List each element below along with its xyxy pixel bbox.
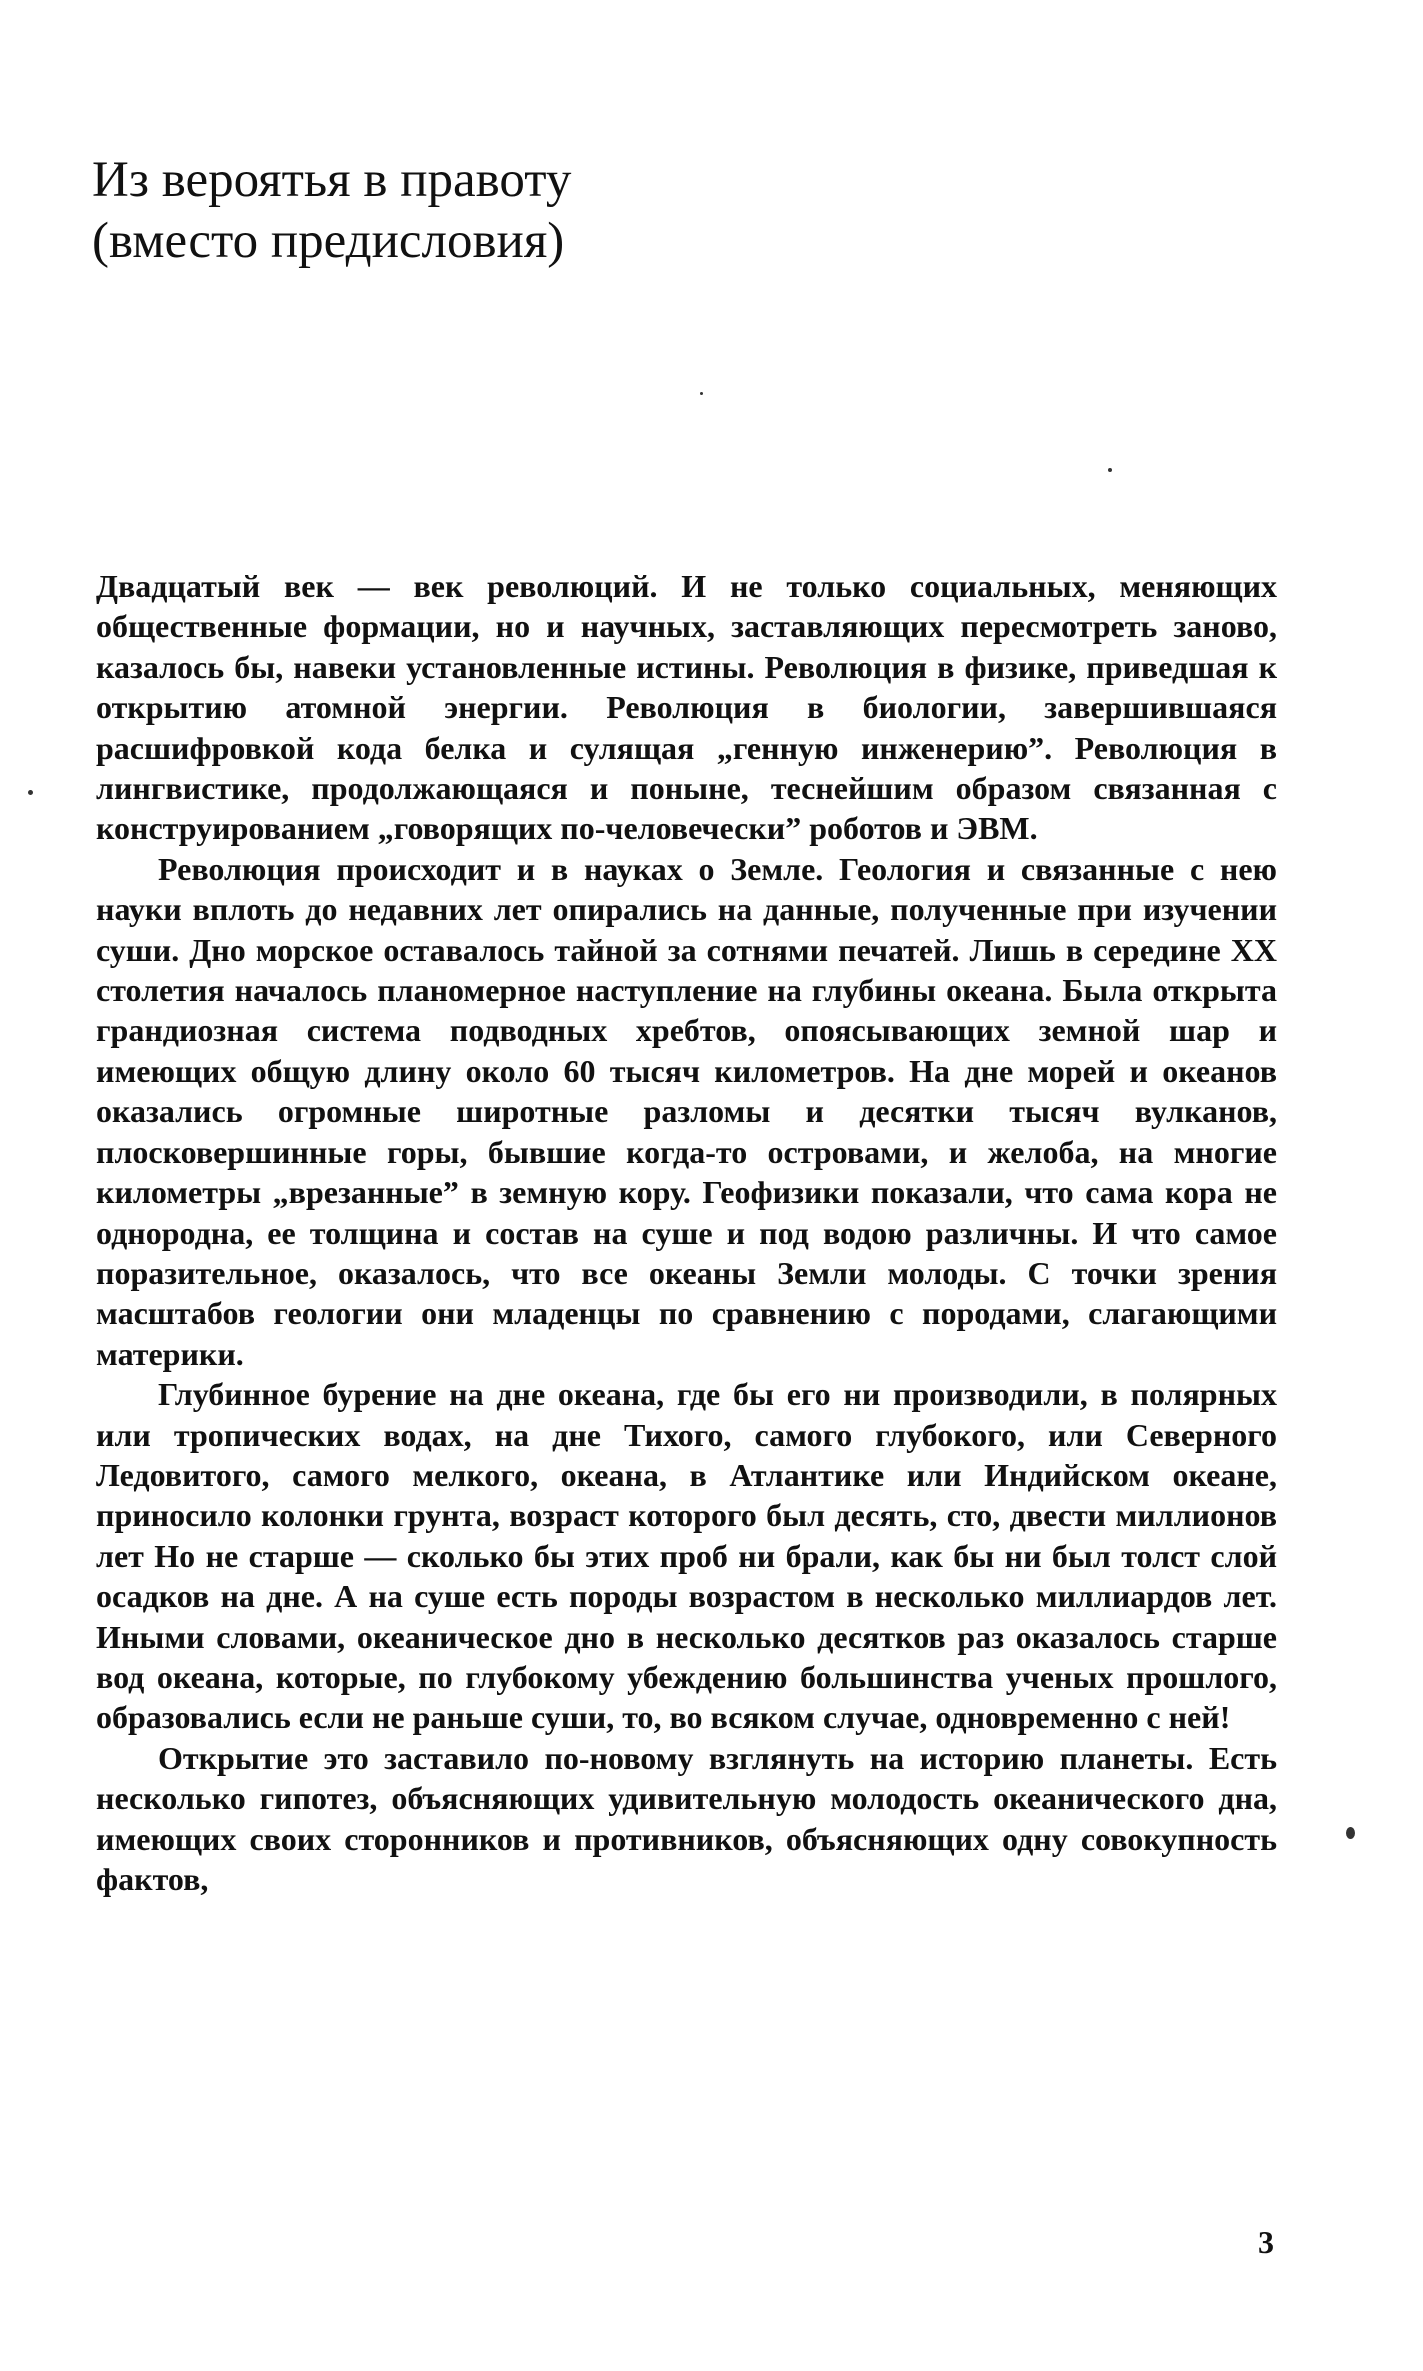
scan-speck xyxy=(28,790,33,795)
paragraph-4: Открытие это заставило по-новому взглянуть на историю планеты. Есть несколько гипотез, объясняющих удивительную молодость океанического дна, имеющих своих сторонников и противников, объясняющих одну совокупность фактов, xyxy=(96,1739,1277,1897)
paragraph-2: Революция происходит и в науках о Земле. Геология и связанные с нею науки вплоть до недавних лет опирались на данные, полученные при изучении суши. Дно морское оставалось тайной за сотнями печатей. Лишь в середине XX столетия началось планомерное наступление на глубины океана. Была открыта грандиозная система подводных хребтов, опоясывающих земной шар и имеющих общую длину около 60 тысяч километров. На дне морей и океанов оказались огромные широтные разломы и десятки тысяч вулканов, плосковершинные горы, бывшие когда-то островами, и желоба, на многие километры „врезанные” в земную кору. Геофизики показали, что сама кора не однородна, ее толщина и состав на суше и под водою различны. И что самое поразительное, оказалось, что все океаны Земли молоды. С точки зрения масштабов геологии они младенцы по сравнению с породами, слагающими материки. xyxy=(96,850,1277,1372)
chapter-title-line-2: (вместо предисловия) xyxy=(92,213,565,269)
body-text xyxy=(96,566,1277,1899)
page-number: 3 xyxy=(1258,2224,1274,2260)
scan-speck xyxy=(1346,1827,1355,1839)
paragraph-1: Двадцатый век — век революций. И не только социальных, меняющих общественные формации, но и научных, заставляющих пересмотреть заново, казалось бы, навеки установленные истины. Революция в физике, приведшая к открытию атомной энергии. Революция в биологии, завершившаяся расшифровкой кода белка и сулящая „генную инженерию”. Революция в лингвистике, продолжающаяся и поныне, теснейшим образом связанная с конструированием „говорящих по-человечески” роботов и ЭВМ. xyxy=(96,568,1277,847)
scan-speck xyxy=(1108,468,1112,472)
chapter-title-line-1: Из вероятья в правоту xyxy=(92,152,572,208)
chapter-title xyxy=(92,150,892,272)
scan-speck xyxy=(700,392,703,395)
paragraph-3: Глубинное бурение на дне океана, где бы его ни производили, в полярных или тропических водах, на дне Тихого, самого глубокого, или Северного Ледовитого, самого мелкого, океана, в Атлантике или Индийском океане, приносило колонки грунта, возраст которого был десять, сто, двести миллионов лет Но не старше — сколько бы этих проб ни брали, как бы ни был толст слой осадков на дне. А на суше есть породы возрастом в несколько миллиардов лет. Иными словами, океаническое дно в несколько десятков раз оказалось старше вод океана, которые, по глубокому убеждению большинства ученых прошлого, образовались если не раньше суши, то, во всяком случае, одновременно с ней! xyxy=(96,1376,1277,1736)
